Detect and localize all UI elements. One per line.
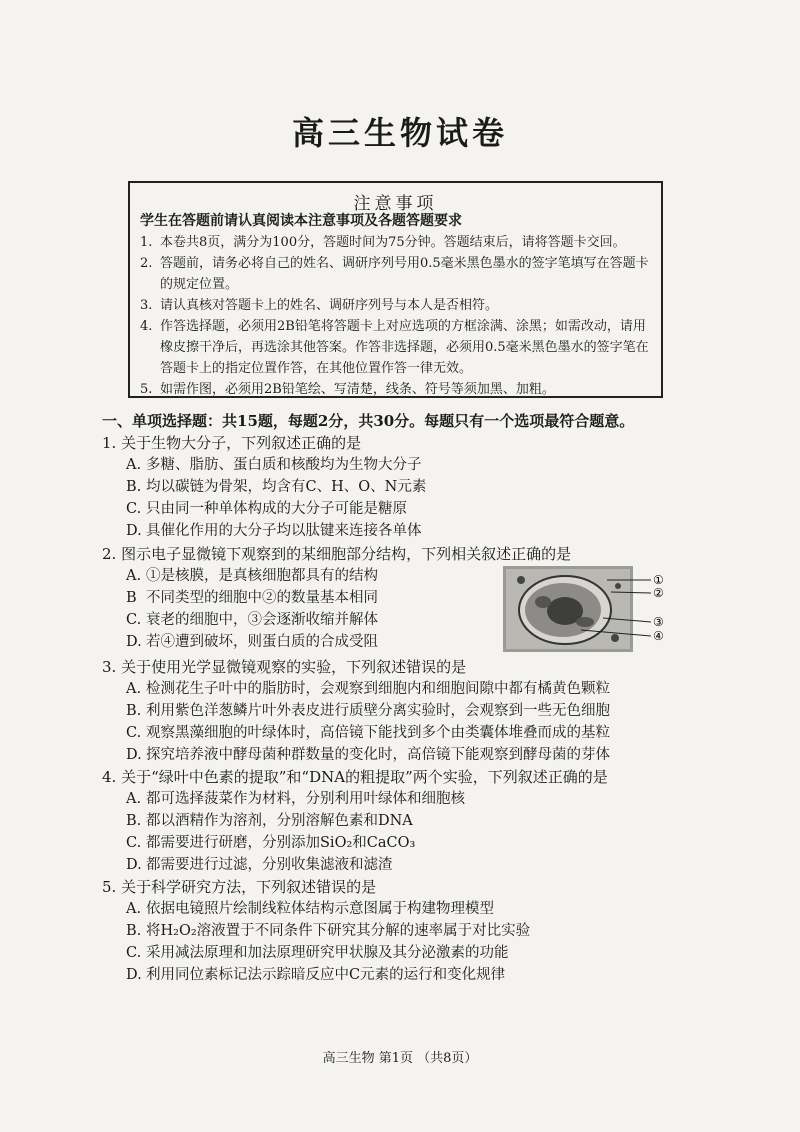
- option-d: D. 具催化作用的大分子均以肽键来连接各单体: [126, 523, 422, 539]
- option-c: C. 采用减法原理和加法原理研究甲状腺及其分泌激素的功能: [126, 945, 509, 961]
- notice-heading: 注意事项: [353, 194, 438, 214]
- option-d: D. 探究培养液中酵母菌种群数量的变化时，高倍镜下能观察到酵母菌的芽体: [126, 747, 610, 763]
- question-3: [102, 656, 762, 766]
- option-b: B 不同类型的细胞中②的数量基本相同: [126, 590, 378, 606]
- notice-box: [128, 181, 663, 398]
- chromatin: [535, 596, 551, 608]
- option-d: D. 若④遭到破坏，则蛋白质的合成受阻: [126, 634, 378, 650]
- question-1: [102, 432, 762, 542]
- question-stem: 2. 图示电子显微镜下观察到的某细胞部分结构，下列相关叙述正确的是: [102, 545, 572, 563]
- question-5: [102, 876, 762, 986]
- option-a: A. 都可选择菠菜作为材料，分别利用叶绿体和细胞核: [126, 791, 465, 807]
- option-a: A. 依据电镜照片绘制线粒体结构示意图属于构建物理模型: [126, 901, 494, 917]
- question-stem: 1. 关于生物大分子，下列叙述正确的是: [102, 434, 362, 452]
- question-stem: 3. 关于使用光学显微镜观察的实验，下列叙述错误的是: [102, 658, 467, 676]
- figure-label-2: ②: [653, 586, 664, 600]
- cell-micrograph-figure: [503, 566, 671, 652]
- notice-subheading: 学生在答题前请认真阅读本注意事项及各题答题要求: [140, 213, 462, 229]
- page-title: 高三生物试卷: [291, 114, 508, 152]
- page-footer: 高三生物 第1页 （共8页）: [322, 1051, 478, 1066]
- organelle: [517, 576, 525, 584]
- option-a: A. 检测花生子叶中的脂肪时，会观察到细胞内和细胞间隙中都有橘黄色颗粒: [126, 681, 610, 697]
- cell-micrograph: [503, 566, 671, 652]
- option-b: B. 将H₂O₂溶液置于不同条件下研究其分解的速率属于对比实验: [126, 923, 531, 939]
- notice-item: 5. 如需作图，必须用2B铅笔绘、写清楚，线条、符号等须加黑、加粗。: [140, 382, 555, 397]
- figure-label-4: ④: [653, 629, 664, 643]
- organelle: [615, 583, 621, 589]
- option-c: C. 都需要进行研磨，分别添加SiO₂和CaCO₃: [126, 835, 416, 851]
- organelle: [611, 634, 619, 642]
- option-d: D. 都需要进行过滤，分别收集滤液和滤渣: [126, 857, 393, 873]
- option-b: B. 均以碳链为骨架，均含有C、H、O、N元素: [126, 479, 427, 495]
- question-4: [102, 766, 762, 876]
- option-c: C. 衰老的细胞中，③会逐渐收缩并解体: [126, 612, 378, 628]
- option-b: B. 都以酒精作为溶剂，分别溶解色素和DNA: [126, 813, 413, 829]
- section-heading: 一、单项选择题：共15题，每题2分，共30分。每题只有一个选项最符合题意。: [102, 412, 635, 430]
- option-c: C. 只由同一种单体构成的大分子可能是糖原: [126, 501, 407, 517]
- notice-item: 4. 作答选择题，必须用2B铅笔将答题卡上对应选项的方框涂满、涂黑；如需改动，请用橡皮擦干净后，再选涂其他答案。作答非选择题，必须用0.5毫米黑色墨水的签字笔在答题卡上的指定位置作答，在其他位置作答一律无效。: [140, 319, 649, 376]
- figure-label-1: ①: [653, 573, 664, 587]
- option-d: D. 利用同位素标记法示踪暗反应中C元素的运行和变化规律: [126, 967, 506, 983]
- chromatin: [576, 617, 594, 627]
- question-stem: 5. 关于科学研究方法，下列叙述错误的是: [102, 878, 377, 896]
- option-b: B. 利用紫色洋葱鳞片叶外表皮进行质壁分离实验时，会观察到一些无色细胞: [126, 703, 610, 719]
- notice-item: 1. 本卷共8页，满分为100分，答题时间为75分钟。答题结束后，请将答题卡交回。: [140, 235, 626, 250]
- figure-label-3: ③: [653, 615, 664, 629]
- notice-item: 3. 请认真核对答题卡上的姓名、调研序列号与本人是否相符。: [140, 298, 499, 313]
- option-a: A. 多糖、脂肪、蛋白质和核酸均为生物大分子: [126, 457, 422, 473]
- option-a: A. ①是核膜，是真核细胞都具有的结构: [126, 568, 378, 584]
- notice-item: 2. 答题前，请务必将自己的姓名、调研序列号用0.5毫米黑色墨水的签字笔填写在答题卡的规定位置。: [140, 256, 649, 292]
- question-stem: 4. 关于“绿叶中色素的提取”和“DNA的粗提取”两个实验，下列叙述正确的是: [102, 768, 608, 786]
- option-c: C. 观察黑藻细胞的叶绿体时，高倍镜下能找到多个由类囊体堆叠而成的基粒: [126, 725, 610, 741]
